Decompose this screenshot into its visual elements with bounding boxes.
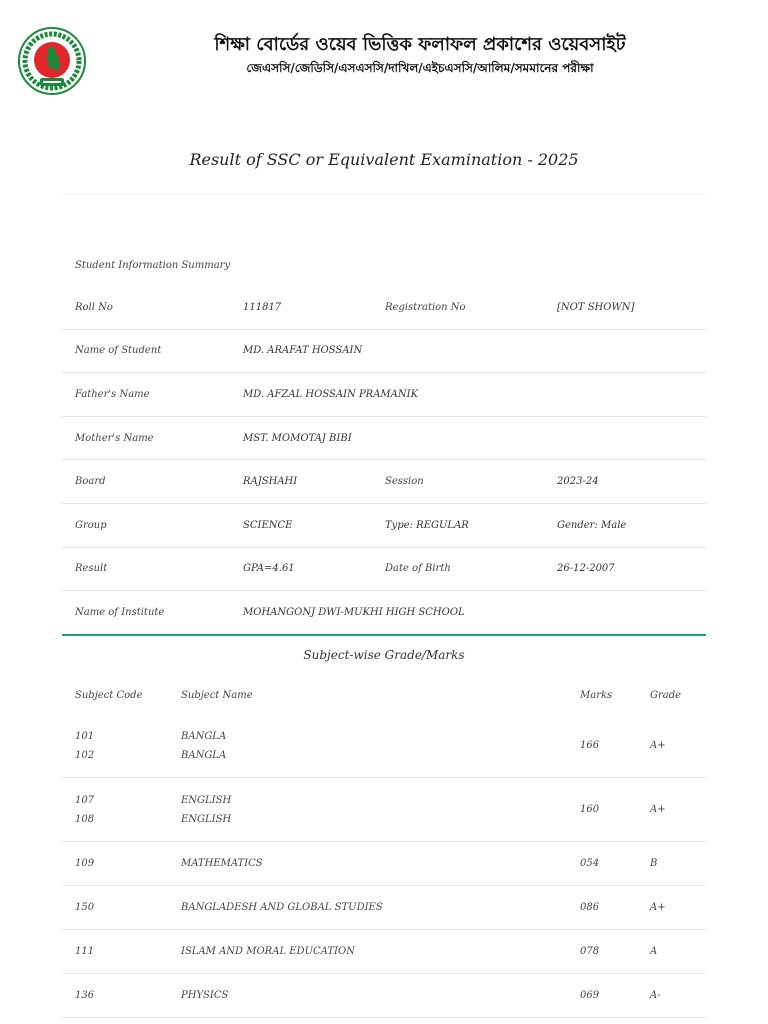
- board-value: RAJSHAHI: [230, 460, 372, 504]
- subject-code: 136: [62, 974, 168, 1018]
- father-name-value: MD. AFZAL HOSSAIN PRAMANIK: [230, 373, 706, 417]
- board-website-title: শিক্ষা বোর্ডের ওয়েব ভিত্তিক ফলাফল প্রকাশের ওয়েবসাইট: [214, 34, 626, 55]
- registration-label: Registration No: [372, 286, 544, 329]
- gender-value: Gender: Male: [544, 503, 706, 547]
- group-value: SCIENCE: [230, 503, 372, 547]
- info-row-name: [62, 329, 706, 373]
- subject-grade: A+: [637, 714, 706, 778]
- header-grade: Grade: [650, 689, 682, 701]
- student-info-table: [62, 286, 706, 636]
- info-row-group: [62, 503, 706, 547]
- subject-code: 108: [75, 813, 95, 825]
- group-label: Group: [62, 503, 230, 547]
- table-row: [62, 842, 706, 886]
- subject-grades-title: Subject-wise Grade/Marks: [303, 648, 465, 662]
- header-subject-code: Subject Code: [75, 689, 143, 701]
- subject-code: 101: [75, 730, 95, 742]
- subject-grade: A+: [637, 778, 706, 842]
- header-subject-name: Subject Name: [181, 689, 253, 701]
- subject-marks: 086: [567, 886, 637, 930]
- subject-marks: 166: [567, 714, 637, 778]
- subject-marks: 069: [567, 974, 637, 1018]
- exam-types-subtitle: জেএসসি/জেডিসি/এসএসসি/দাখিল/এইচএসসি/আলিম/সমমানের পরীক্ষা: [246, 61, 594, 75]
- result-value: GPA=4.61: [230, 547, 372, 591]
- subject-name: BANGLADESH AND GLOBAL STUDIES: [168, 886, 567, 930]
- subject-name: ISLAM AND MORAL EDUCATION: [168, 930, 567, 974]
- mother-name-label: Mother's Name: [62, 416, 230, 460]
- board-label: Board: [62, 460, 230, 504]
- subject-name: ENGLISH: [181, 813, 232, 825]
- grades-header-row: [62, 676, 706, 714]
- student-info-title: Student Information Summary: [75, 260, 231, 271]
- subject-name: BANGLA: [181, 730, 227, 742]
- info-row-father: [62, 373, 706, 417]
- header-marks: Marks: [580, 689, 613, 701]
- bangladesh-government-seal-icon: [18, 27, 86, 95]
- table-row: [62, 974, 706, 1018]
- student-name-value: MD. ARAFAT HOSSAIN: [230, 329, 706, 373]
- dob-label: Date of Birth: [372, 547, 544, 591]
- institute-label: Name of Institute: [62, 591, 230, 635]
- subject-name: PHYSICS: [168, 974, 567, 1018]
- table-row: [62, 886, 706, 930]
- subject-code: 150: [62, 886, 168, 930]
- table-row: [62, 778, 706, 842]
- student-name-label: Name of Student: [62, 329, 230, 373]
- subject-marks: 078: [567, 930, 637, 974]
- subject-name: ENGLISH: [181, 794, 232, 806]
- registration-value: [NOT SHOWN]: [544, 286, 706, 329]
- table-row: [62, 930, 706, 974]
- divider: [62, 194, 706, 195]
- info-row-result: [62, 547, 706, 591]
- father-name-label: Father's Name: [62, 373, 230, 417]
- subject-marks: 054: [567, 842, 637, 886]
- dob-value: 26-12-2007: [544, 547, 706, 591]
- subject-grades-table: [62, 676, 706, 1018]
- type-value: Type: REGULAR: [372, 503, 544, 547]
- table-row: [62, 714, 706, 778]
- roll-value: 111817: [230, 286, 372, 329]
- mother-name-value: MST. MOMOTAJ BIBI: [230, 416, 706, 460]
- info-row-mother: [62, 416, 706, 460]
- session-value: 2023-24: [544, 460, 706, 504]
- subject-grade: A+: [637, 886, 706, 930]
- subject-code: 107: [75, 794, 95, 806]
- info-row-institute: [62, 591, 706, 635]
- subject-grade: B: [637, 842, 706, 886]
- institute-value: MOHANGONJ DWI-MUKHI HIGH SCHOOL: [230, 591, 706, 635]
- info-row-roll: [62, 286, 706, 329]
- session-label: Session: [372, 460, 544, 504]
- subject-name: MATHEMATICS: [168, 842, 567, 886]
- subject-grade: A-: [637, 974, 706, 1018]
- result-label: Result: [62, 547, 230, 591]
- subject-code: 109: [62, 842, 168, 886]
- subject-code: 111: [62, 930, 168, 974]
- info-row-board: [62, 460, 706, 504]
- subject-marks: 160: [567, 778, 637, 842]
- subject-grade: A: [637, 930, 706, 974]
- subject-name: BANGLA: [181, 749, 227, 761]
- subject-code: 102: [75, 749, 95, 761]
- roll-label: Roll No: [62, 286, 230, 329]
- page-header: [0, 0, 768, 110]
- exam-title: Result of SSC or Equivalent Examination - 2025: [189, 150, 579, 169]
